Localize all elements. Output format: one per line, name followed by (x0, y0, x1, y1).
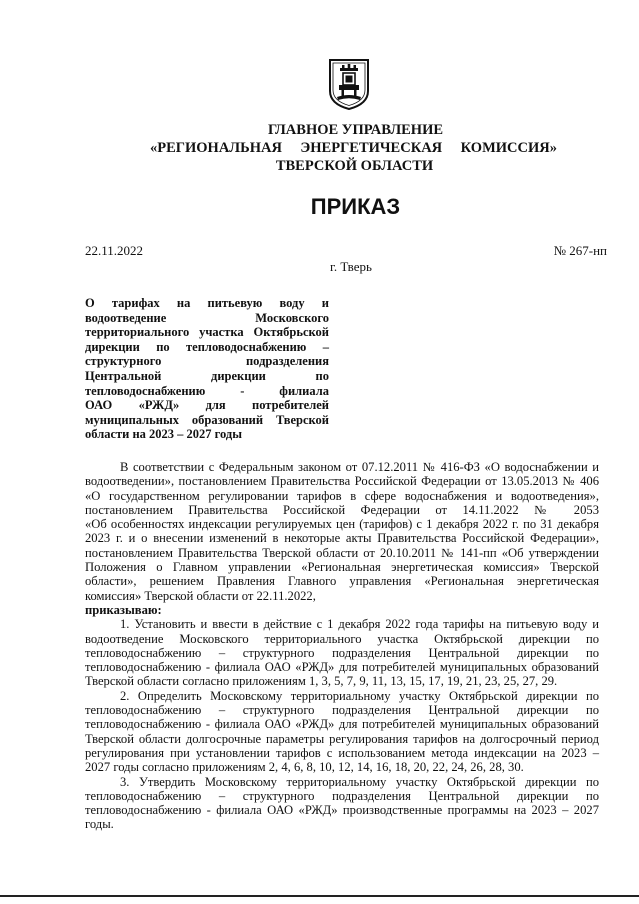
body-line: годы. (85, 817, 114, 832)
document-date: 22.11.2022 (85, 243, 144, 258)
body-line: 2023 г. и о внесении изменений в некоторые акты Правительства Российской Федерации», (85, 531, 599, 546)
document-number: № 267-нп (553, 243, 607, 258)
body-line: тепловодоснабжению - филиала ОАО «РЖД» для потребителей муниципальных образований (85, 717, 599, 732)
document-body (85, 460, 599, 832)
body-line: комиссия» Тверской области от 22.11.2022, (85, 588, 316, 603)
document-title: ПРИКАЗ (310, 194, 401, 219)
subject-line: структурного подразделения (85, 354, 329, 369)
body-line: водоотведении», постановлением Правительства Российской Федерации от 13.05.2013 № 406 (85, 474, 599, 489)
body-line: тепловодоснабжению – структурного подразделения Центральной дирекции по (85, 788, 599, 803)
body-line: В соответствии с Федеральным законом от 07.12.2011 № 416-ФЗ «О водоснабжении и (120, 460, 599, 474)
subject-line: муниципальных образований Тверской (85, 412, 329, 427)
body-line: области», решением Правления Главного управления «Региональная энергетическая (85, 574, 599, 589)
body-line: тепловодоснабжению - филиала ОАО «РЖД» производственные программы на 2023 – 2027 (85, 803, 599, 818)
page-bottom-rule (0, 895, 639, 897)
body-line: постановлением Правительства Тверской области от 20.10.2011 № 141-пп «Об утверждении (85, 545, 599, 560)
subject-line: водоотведение Московского (85, 310, 329, 325)
document-city: г. Тверь (330, 259, 372, 274)
body-line: тепловодоснабжению – структурного подразделения Центральной дирекции по (85, 703, 599, 718)
body-line: регулирования при установлении тарифов с использованием метода индексации на 2023 – (85, 745, 599, 760)
subject-line: О тарифах на питьевую воду и (85, 296, 329, 310)
body-line: 1. Установить и ввести в действие с 1 декабря 2022 года тарифы на питьевую воду и (120, 617, 599, 632)
subject-line: тепловодоснабжению - филиала (85, 383, 329, 398)
subject-line: территориального участка Октябрьской (85, 325, 329, 340)
subject-line: Центральной дирекции по (85, 368, 329, 383)
body-line: Положения о Главном управлении «Региональная энергетическая комиссия» Тверской (85, 560, 599, 575)
header-line-2: «РЕГИОНАЛЬНАЯ ЭНЕРГЕТИЧЕСКАЯ КОМИССИЯ» (150, 140, 557, 156)
body-line: 2. Определить Московскому территориальному участку Октябрьской дирекции по (120, 688, 599, 703)
body-line: постановлением Правительства Российской Федерации от 14.11.2022 № 2053 (85, 502, 599, 517)
body-line: водоотведение Московского территориального участка Октябрьской дирекции по (85, 631, 599, 646)
subject-line: дирекции по тепловодоснабжению – (85, 339, 329, 354)
body-line: «Об особенностях индексации регулируемых цен (тарифов) с 1 декабря 2022 г. по 31 декабря (85, 517, 599, 532)
subject-line: ОАО «РЖД» для потребителей (85, 398, 329, 413)
body-line: 3. Утвердить Московскому территориальному участку Октябрьской дирекции по (120, 774, 599, 789)
body-line: Тверской области долгосрочные параметры регулирования тарифов на долгосрочный период (85, 731, 599, 746)
body-line: «О государственном регулировании тарифов в сфере водоснабжения и водоотведения», (85, 488, 599, 503)
header-line-1: ГЛАВНОЕ УПРАВЛЕНИЕ (267, 122, 444, 138)
order-keyword: приказываю: (85, 602, 162, 617)
coat-of-arms-icon (327, 57, 371, 111)
header-line-3: ТВЕРСКОЙ ОБЛАСТИ (275, 158, 434, 174)
body-line: Тверской области согласно приложениям 1, 3, 5, 7, 9, 11, 13, 15, 17, 19, 21, 23, 25, 27, 29. (85, 674, 558, 689)
subject-line: области на 2023 – 2027 годы (85, 427, 243, 442)
body-line: тепловодоснабжению – структурного подразделения Центральной дирекции по (85, 645, 599, 660)
body-line: 2027 годы согласно приложениям 2, 4, 6, 8, 10, 12, 14, 16, 18, 20, 22, 24, 26, 28, 30. (85, 760, 524, 775)
document-subject (85, 296, 329, 442)
body-line: тепловодоснабжению - филиала ОАО «РЖД» для потребителей муниципальных образований (85, 660, 599, 675)
